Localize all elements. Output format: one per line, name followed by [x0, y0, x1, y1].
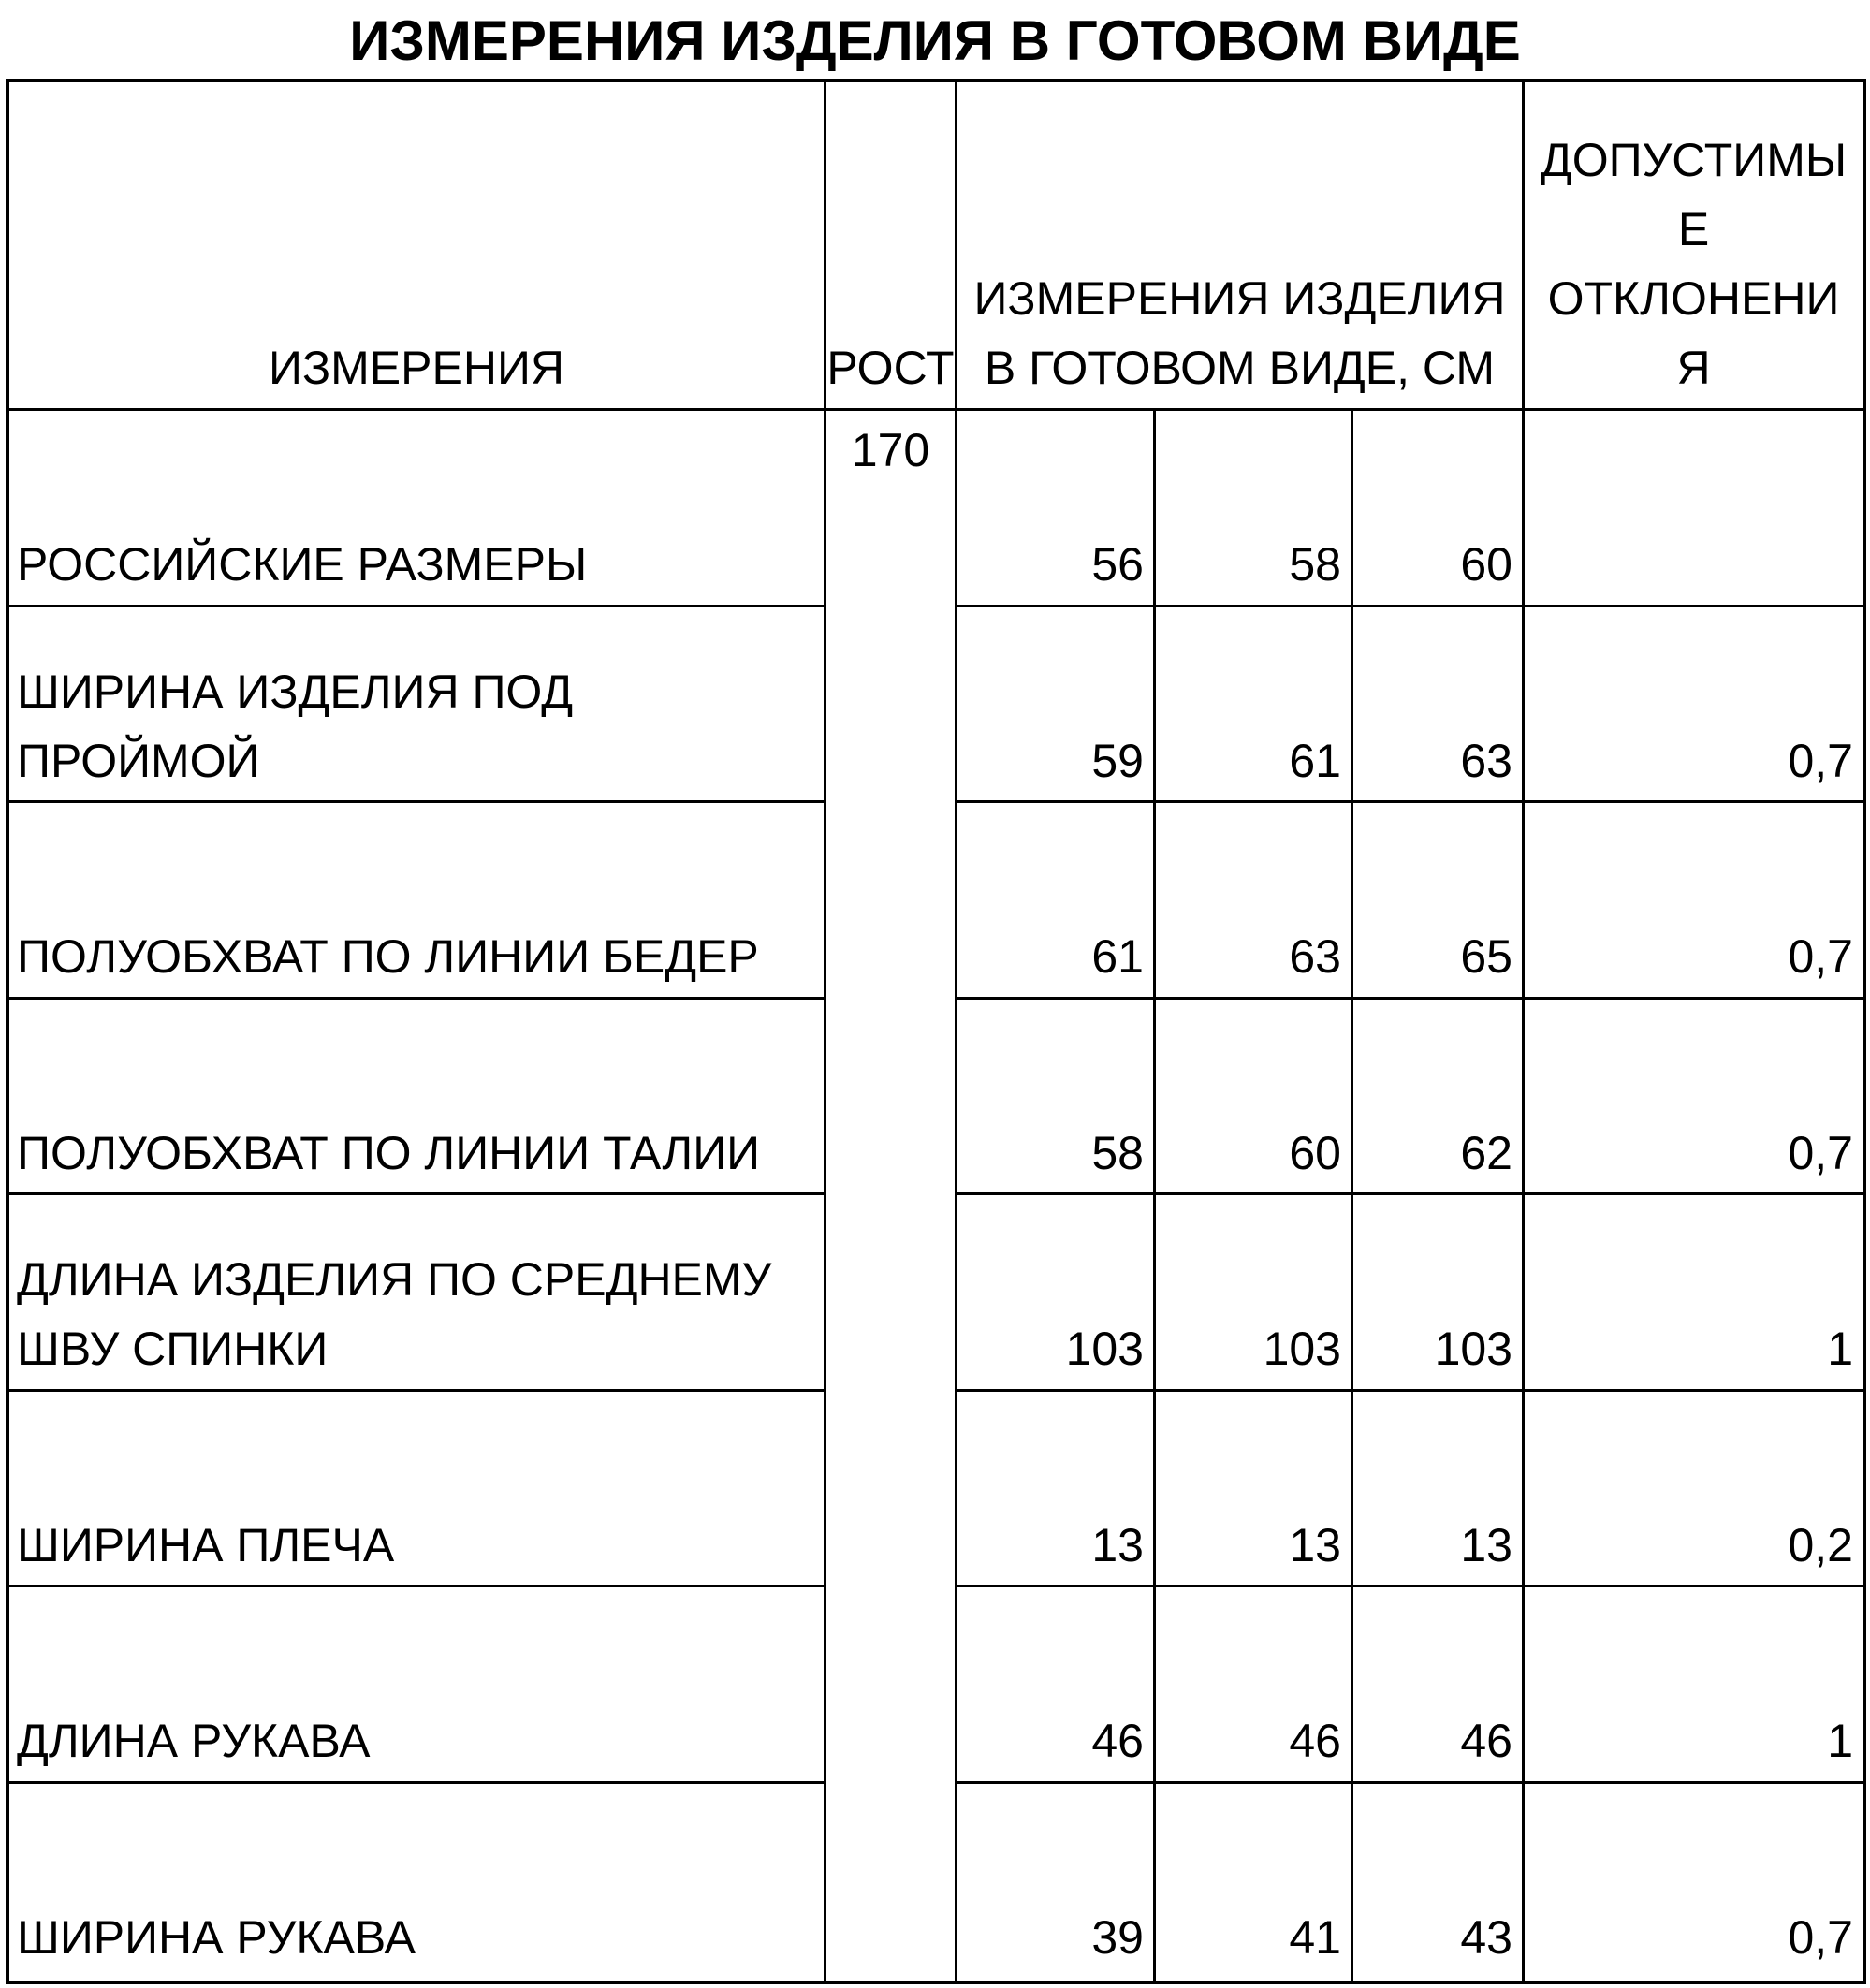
- size-value-3: [1353, 1195, 1512, 1389]
- size-value-1-text: 56: [1091, 538, 1144, 591]
- size-value-1: [957, 1392, 1144, 1586]
- measurement-label-line1: ПОЛУОБХВАТ ПО ЛИНИИ БЕДЕР: [17, 930, 759, 983]
- size-value-1: [957, 1587, 1144, 1781]
- measurement-label-line1: РОССИЙСКИЕ РАЗМЕРЫ: [17, 538, 588, 591]
- header-height-label: РОСТ: [826, 342, 955, 394]
- header-tolerance-line4: Я: [1676, 342, 1711, 394]
- size-value-2-text: 61: [1289, 735, 1341, 787]
- size-value-2-text: 46: [1289, 1715, 1341, 1767]
- measurements-table: [6, 79, 1866, 1984]
- size-value-2-text: 63: [1289, 930, 1341, 983]
- height-value-text: 170: [851, 424, 930, 476]
- measurement-label-line2: ПРОЙМОЙ: [17, 735, 260, 787]
- size-value-2: [1156, 1587, 1341, 1781]
- tolerance-value-text: 0,7: [1788, 1127, 1853, 1179]
- measurement-label: [17, 1587, 822, 1781]
- size-value-2: [1156, 1784, 1341, 1978]
- size-value-3: [1353, 1784, 1512, 1978]
- measurement-label: [17, 1000, 822, 1193]
- size-value-2-text: 41: [1289, 1911, 1341, 1964]
- table-border-bottom: [6, 1981, 1866, 1984]
- tolerance-value-text: 0,7: [1788, 1911, 1853, 1964]
- size-value-2-text: 58: [1289, 538, 1341, 591]
- header-height: [826, 82, 955, 408]
- page-title: ИЗМЕРЕНИЯ ИЗДЕЛИЯ В ГОТОВОМ ВИДЕ: [349, 9, 1521, 72]
- size-value-1-text: 39: [1091, 1911, 1144, 1964]
- size-value-3-text: 43: [1460, 1911, 1512, 1964]
- size-value-3: [1353, 1587, 1512, 1781]
- size-value-1-text: 59: [1091, 735, 1144, 787]
- tolerance-value: [1525, 1784, 1853, 1978]
- size-value-1-text: 46: [1091, 1715, 1144, 1767]
- header-values-line1: ИЗМЕРЕНИЯ ИЗДЕЛИЯ: [973, 272, 1506, 325]
- measurement-label: [17, 411, 822, 605]
- size-value-3-text: 46: [1460, 1715, 1512, 1767]
- size-value-3: [1353, 411, 1512, 605]
- size-value-1: [957, 411, 1144, 605]
- size-value-1-text: 13: [1091, 1519, 1144, 1571]
- measurement-label-line1: ШИРИНА РУКАВА: [17, 1911, 416, 1964]
- size-value-3-text: 60: [1460, 538, 1512, 591]
- measurement-label: [17, 803, 822, 997]
- size-value-2: [1156, 1000, 1341, 1193]
- header-measurement: [9, 82, 824, 408]
- tolerance-value: [1525, 1392, 1853, 1586]
- tolerance-value-text: 1: [1827, 1715, 1853, 1767]
- size-value-3-text: 65: [1460, 930, 1512, 983]
- size-value-1: [957, 803, 1144, 997]
- table-border-right: [1863, 79, 1866, 1984]
- size-value-1: [957, 1000, 1144, 1193]
- size-value-2: [1156, 411, 1341, 605]
- size-value-3: [1353, 1392, 1512, 1586]
- size-value-2-text: 103: [1263, 1323, 1341, 1375]
- size-value-1: [957, 607, 1144, 801]
- size-value-3-text: 103: [1434, 1323, 1512, 1375]
- size-value-2: [1156, 607, 1341, 801]
- header-tolerance-line3: ОТКЛОНЕНИ: [1547, 272, 1840, 325]
- tolerance-value: [1525, 803, 1853, 997]
- size-value-2: [1156, 1195, 1341, 1389]
- tolerance-value-text: 0,7: [1788, 930, 1853, 983]
- size-value-2: [1156, 1392, 1341, 1586]
- height-value: [826, 416, 955, 490]
- size-value-1: [957, 1784, 1144, 1978]
- tolerance-value: [1525, 607, 1853, 801]
- tolerance-value: [1525, 411, 1853, 605]
- size-value-3: [1353, 803, 1512, 997]
- tolerance-value: [1525, 1587, 1853, 1781]
- size-value-2-text: 60: [1289, 1127, 1341, 1179]
- measurement-label-line1: ШИРИНА ИЗДЕЛИЯ ПОД: [17, 665, 574, 718]
- header-tolerance: [1525, 82, 1863, 408]
- size-value-1: [957, 1195, 1144, 1389]
- measurement-label-line1: ШИРИНА ПЛЕЧА: [17, 1519, 395, 1571]
- size-value-3: [1353, 607, 1512, 801]
- size-value-1-text: 58: [1091, 1127, 1144, 1179]
- header-measurement-label: ИЗМЕРЕНИЯ: [269, 342, 564, 394]
- size-value-2: [1156, 803, 1341, 997]
- size-value-1-text: 103: [1065, 1323, 1144, 1375]
- size-value-1-text: 61: [1091, 930, 1144, 983]
- header-values: [957, 82, 1522, 408]
- size-value-2-text: 13: [1289, 1519, 1341, 1571]
- tolerance-value: [1525, 1195, 1853, 1389]
- measurement-label: [17, 607, 822, 801]
- size-value-3-text: 13: [1460, 1519, 1512, 1571]
- size-value-3: [1353, 1000, 1512, 1193]
- measurement-label-line1: ДЛИНА ИЗДЕЛИЯ ПО СРЕДНЕМУ: [17, 1253, 772, 1306]
- measurement-label-line1: ПОЛУОБХВАТ ПО ЛИНИИ ТАЛИИ: [17, 1127, 761, 1179]
- tolerance-value-text: 0,7: [1788, 735, 1853, 787]
- tolerance-value: [1525, 1000, 1853, 1193]
- tolerance-value-text: 0,2: [1788, 1519, 1853, 1571]
- header-tolerance-line1: ДОПУСТИМЫ: [1540, 134, 1848, 186]
- measurement-label: [17, 1784, 822, 1978]
- size-value-3-text: 63: [1460, 735, 1512, 787]
- header-values-line2: В ГОТОВОМ ВИДЕ, СМ: [984, 342, 1496, 394]
- size-value-3-text: 62: [1460, 1127, 1512, 1179]
- measurement-label: [17, 1392, 822, 1586]
- measurement-label-line1: ДЛИНА РУКАВА: [17, 1715, 371, 1767]
- measurement-label: [17, 1195, 822, 1389]
- measurement-label-line2: ШВУ СПИНКИ: [17, 1323, 329, 1375]
- tolerance-value-text: 1: [1827, 1323, 1853, 1375]
- header-tolerance-line2: Е: [1677, 203, 1710, 256]
